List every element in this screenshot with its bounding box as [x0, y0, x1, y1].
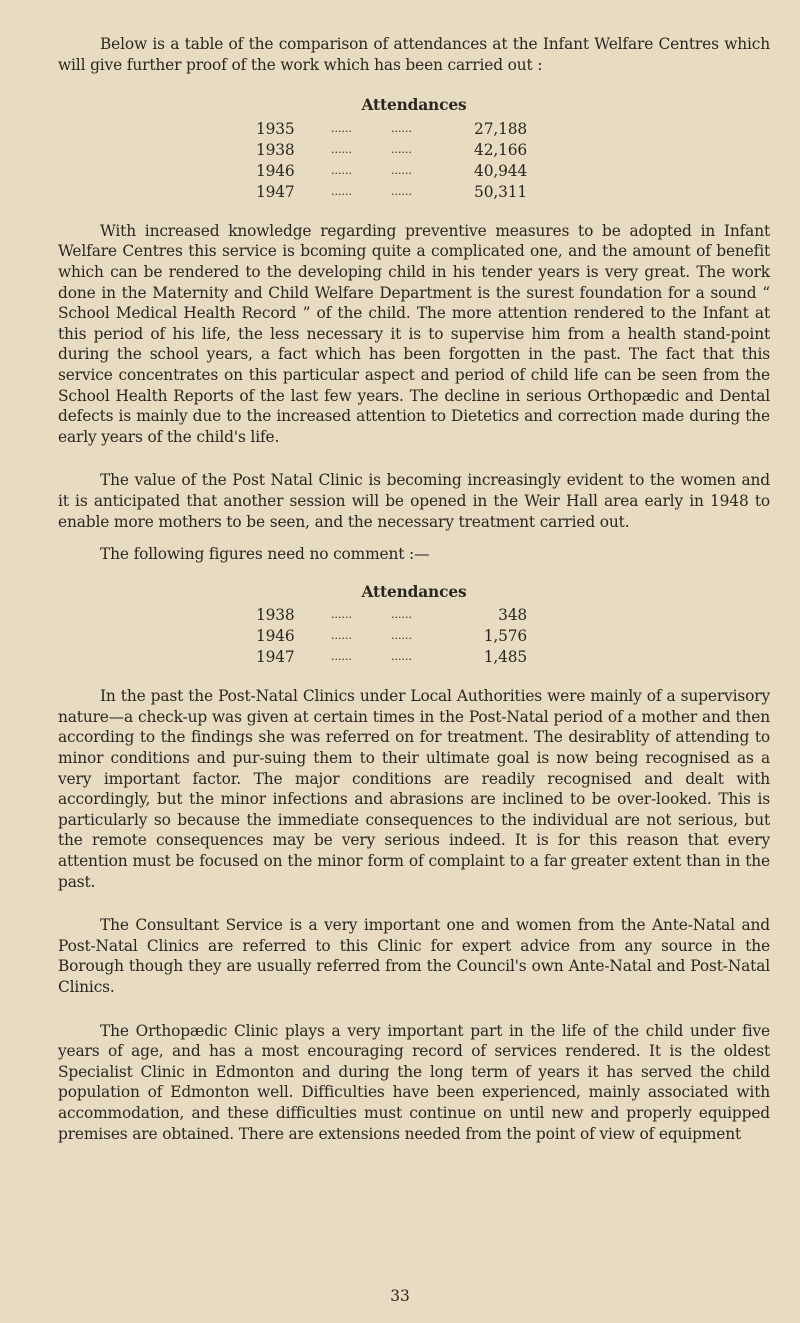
paragraph-infant-welfare: With increased knowledge regarding preventive measures to be adopted in Infant Welfare Centres this service is bcoming quite a complicated one, and the amount of benefit which can be rendered to the developing child in his tender years is very great. The work done in the Maternity and Child Welfare Department is the surest foundation for a sound “ School Medical Health Record ” of the child. The more attention rendered to the Infant at this period of his life, the less necessary it is to supervise him from a health stand-point during the school years, a fact which has been forgotten in the past. The fact that this service concentrates on this particular aspect and period of child life can be seen from the School Health Reports of the last few years. The decline in serious Orthopædic and Dental defects is mainly due to the increased attention to Dietetics and correction made during the early years of the child's life. [58, 221, 770, 446]
leader-dots: ...... [331, 163, 352, 177]
leader-dots: ...... [391, 184, 412, 198]
table-row [256, 182, 527, 203]
intro-paragraph: Below is a table of the comparison of attendances at the Infant Welfare Centres which will give further proof of the work which has been carried out : [58, 35, 770, 74]
value-cell: 27,188 [474, 119, 527, 138]
leader-dots: ...... [391, 121, 412, 135]
leader-dots: ...... [331, 650, 352, 664]
paragraph-post-natal-clinic: The value of the Post Natal Clinic is becoming increasingly evident to the women and it is anticipated that another session will be opened in the Weir Hall area early in 1948 to enable more mothers to be seen, and the necessary treatment carried out. [58, 471, 770, 531]
leader-dots: ...... [391, 142, 412, 156]
page-number: 33 [390, 1287, 410, 1305]
year-cell: 1946 [256, 161, 295, 180]
paragraph-consultant-service: The Consultant Service is a very important one and women from the Ante-Natal and Post-Natal Clinics are referred to this Clinic for expert advice from any source in the Borough though they are usually referred from the Council's own Ante-Natal and Post-Natal Clinics. [58, 916, 770, 996]
leader-dots: ...... [331, 121, 352, 135]
paragraph-orthopaedic-clinic: The Orthopædic Clinic plays a very important part in the life of the child under five years of age, and has a most encouraging record of services rendered. It is the oldest Specialist Clinic in Edmonton and during the long term of years it has served the child population of Edmonton well. Difficulties have been experienced, mainly associated with accommodation, and these difficulties must continue on until new and properly equipped premises are obtained. There are extensions needed from the point of view of equipment [58, 1021, 770, 1143]
table-row [256, 119, 527, 140]
year-cell: 1938 [256, 606, 295, 625]
leader-dots: ...... [391, 650, 412, 664]
year-cell: 1947 [256, 648, 295, 667]
document-page [58, 34, 770, 1144]
table-row [256, 140, 527, 161]
year-cell: 1935 [256, 119, 295, 138]
value-cell: 1,485 [483, 648, 527, 667]
value-cell: 348 [498, 606, 527, 625]
table-row [256, 647, 527, 668]
year-cell: 1938 [256, 140, 295, 159]
paragraph-figures-intro: The following figures need no comment :— [100, 545, 430, 564]
paragraph-post-natal-history: In the past the Post-Natal Clinics under Local Authorities were mainly of a supervisory nature—a check-up was given at certain times in the Post-Natal period of a mother and then according to the findings she was referred on for treatment. The desirablity of attending to minor conditions and pur-suing them to their ultimate goal is now being recognised as a very important factor. The major conditions are readily recognised and dealt with accordingly, but the minor infections and abrasions are inclined to be over-looked. This is particularly so because the immediate consequences to the individual are not serious, but the remote consequences may be very serious indeed. It is for this reason that every attention must be focused on the minor form of complaint to a far greater extent than in the past. [58, 687, 770, 891]
table2-title: Attendances [361, 582, 467, 601]
attendance-table-post-natal [256, 605, 527, 668]
value-cell: 1,576 [483, 627, 527, 646]
leader-dots: ...... [331, 184, 352, 198]
year-cell: 1946 [256, 627, 295, 646]
value-cell: 40,944 [474, 161, 527, 180]
value-cell: 42,166 [474, 140, 527, 159]
attendance-table-infant-welfare [256, 119, 527, 203]
leader-dots: ...... [331, 629, 352, 643]
table-row [256, 605, 527, 626]
table-row [256, 626, 527, 647]
leader-dots: ...... [331, 608, 352, 622]
leader-dots: ...... [391, 608, 412, 622]
table1-title: Attendances [361, 96, 467, 115]
value-cell: 50,311 [474, 182, 527, 201]
leader-dots: ...... [391, 629, 412, 643]
year-cell: 1947 [256, 182, 295, 201]
leader-dots: ...... [331, 142, 352, 156]
leader-dots: ...... [391, 163, 412, 177]
table-row [256, 161, 527, 182]
